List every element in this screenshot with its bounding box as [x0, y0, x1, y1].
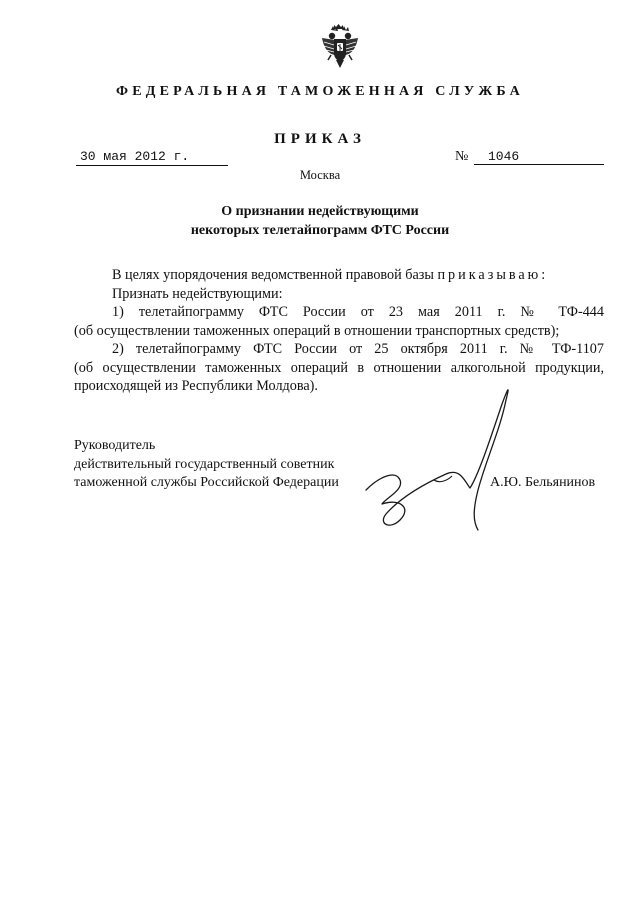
russian-coat-of-arms-icon [318, 24, 362, 70]
signatory-name: А.Ю. Бельянинов [490, 475, 596, 490]
number-sign: № [455, 149, 469, 164]
declare-line: Признать недействующими: [112, 285, 283, 302]
signatory-title-line-3: таможенной службы Российской Федерации [74, 475, 339, 490]
order-subject [0, 202, 640, 240]
item-1-line-2: (об осуществлении таможенных операций в отношении транспортных средств); [74, 322, 560, 339]
document-type: ПРИКАЗ [274, 131, 366, 147]
item-2-line-2: (об осуществлении таможенных операций в отношении алкогольной продукции, [74, 359, 604, 376]
intro-order-word: приказываю: [437, 267, 549, 283]
signatory-title [74, 437, 339, 493]
item-2-line-3: происходящей из Республики Молдова). [74, 378, 318, 394]
subject-line-1: О признании недействующими [221, 204, 419, 219]
order-city: Москва [299, 168, 341, 182]
order-date: 30 мая 2012 г. [76, 148, 228, 166]
handwritten-signature-icon [360, 380, 530, 540]
signatory-title-line-2: действительный государственный советник [74, 456, 335, 472]
order-body [74, 266, 604, 396]
item-1-line-1: 1) телетайпограмму ФТС России от 23 мая 2011 г. № ТФ-444 [112, 304, 604, 320]
subject-line-2: некоторых телетайпограмм ФТС России [190, 223, 450, 238]
agency-name: ФЕДЕРАЛЬНАЯ ТАМОЖЕННАЯ СЛУЖБА [116, 84, 524, 99]
intro-paragraph [74, 266, 604, 285]
intro-prefix: В целях упорядочения ведомственной правовой базы [112, 267, 434, 283]
order-number: 1046 [474, 148, 604, 165]
item-2-line-1: 2) телетайпограмму ФТС России от 25 октября 2011 г. № ТФ-1107 [112, 341, 604, 357]
signatory-title-line-1: Руководитель [74, 438, 156, 453]
